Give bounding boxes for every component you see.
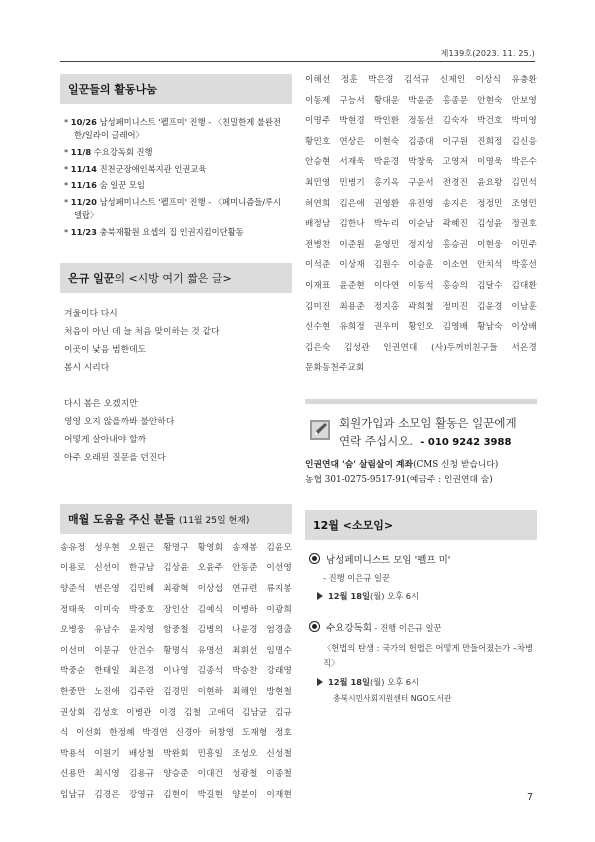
poem-stanza-1: [64, 305, 288, 377]
meeting-time: (월) 오후 6시: [370, 590, 420, 601]
page-number: 7: [526, 792, 533, 803]
donor-names-last: [305, 358, 537, 379]
donor-row: 배정남 김한나 박누리 이순남 곽혜진 김성윤 정권호: [305, 219, 537, 230]
bullet-icon: [309, 553, 320, 564]
activity-item: * 11/20 남성페미니스트 '펠프미' 진행 - 〈페미니즘들/루시 델랍〉: [64, 197, 282, 221]
activity-date: 11/8: [70, 146, 92, 157]
donor-row: 이명주 박현경 박인환 정동선 김숙자 박건호 박미영: [305, 116, 537, 127]
top-rule: [60, 61, 535, 62]
activity-date: 11/14: [70, 163, 97, 174]
activity-date: 11/20: [70, 197, 97, 208]
poem-stanza-2: [64, 395, 288, 467]
poem-line: 처음이 아닌 데 늘 처음 맞이하는 것 같다: [64, 326, 220, 337]
activity-date: 10/26: [70, 117, 97, 127]
donor-row: 이동제 구능서 황대운 박윤준 홍종문 안현숙 안보영: [305, 95, 537, 106]
issue-number: 제139호(2023. 11. 25.): [440, 49, 535, 58]
donor-row: 이재표 윤준현 이다연 이동석 홍승의 김달수 김대환: [305, 280, 537, 291]
poem-line: 다시 봄은 오겠지만: [64, 398, 138, 409]
pencil-icon: [309, 419, 331, 441]
poem-line: 겨울이다 다시: [64, 308, 118, 319]
account-note: (CMS 신청 받습니다): [413, 459, 499, 470]
donor-names-left: [60, 538, 292, 806]
activities-heading: 일꾼들의 활동나눔: [60, 74, 292, 104]
donor-row: 김은숙 김성관 인권연대 (사)두꺼비친구들 서온경: [305, 342, 537, 353]
activity-text: 충북재활원 요셉의 집 인권지킴이단활동: [99, 227, 244, 238]
account-holder: (예금주 : 인권연대 숨): [406, 474, 493, 485]
donor-row: 문화동천주교회: [305, 363, 365, 374]
activity-text: 진천군장애인복지관 인권교육: [99, 163, 207, 174]
donor-row: 권상회 김성호 이병관 이경 김철 고애덕 김남균 김규: [60, 707, 292, 718]
activity-text: 수요강독회 진행: [93, 146, 153, 157]
donor-row: 이용로 신선이 한규남 김상윤 오윤주 안동준 이선영: [60, 563, 292, 574]
donor-row: 안승현 서재욱 박윤경 박창욱 고영저 이명욱 박은수: [305, 157, 537, 168]
donor-row: 이해선 정훈 박은경 김석규 신제인 이상식 유충환: [305, 75, 537, 85]
donor-row: 전병찬 이준원 윤영민 정지성 홍승권 이현웅 이민주: [305, 239, 537, 250]
meeting-time: (월) 오후 6시: [370, 676, 420, 687]
donor-row: 황민호 연상은 이현숙 김종대 이구원 진희정 김신응: [305, 136, 537, 147]
meeting-name: 남성페미니스트 모임 '펠프 미': [326, 554, 451, 566]
activity-item: * 11/16 숨 일꾼 모임: [64, 180, 145, 191]
donor-row: 이선미 이문규 안건수 황명식 유명선 최휘선 임명수: [60, 645, 292, 656]
donor-row: 한중만 노진애 김주란 김경민 이현하 최해인 방현철: [60, 687, 292, 698]
bullet-icon: [309, 621, 320, 632]
account-title: 인권연대 '숨' 살림살이 계좌: [305, 459, 414, 470]
poem-heading: 은규 일꾼의 <시방 여기 짧은 글>: [60, 263, 292, 293]
activity-text: 남성페미니스트 '펠프미' 진행 - 〈페미니즘들/루시 델랍〉: [74, 197, 282, 221]
triangle-icon: [317, 592, 323, 600]
donor-row: 오병웅 유남수 윤지영 함중철 김병의 나윤경 엄경출: [60, 625, 292, 636]
donor-row: 허연희 김은애 권영환 유진영 송지은 정정민 조영민: [305, 198, 537, 209]
donor-row: 신수현 유희정 권우미 황인오 김영배 황남숙 이상배: [305, 322, 537, 333]
divider-bar: [305, 399, 537, 404]
activity-item: * 11/8 수요강독회 진행: [64, 146, 153, 157]
phone-number: - 010 9242 3988: [420, 436, 512, 448]
meeting-host: - 진행 이은규 일꾼: [323, 572, 391, 583]
poem-line: 이곳이 낯음 범한데도: [64, 344, 147, 355]
activity-item: * 11/23 충북재활원 요셉의 집 인권지킴이단활동: [64, 227, 244, 238]
donor-row: 정태욱 이미숙 박중호 장인산 김예식 이병하 이광희: [60, 604, 292, 615]
triangle-icon: [317, 678, 323, 686]
meeting-1: [305, 552, 537, 602]
join-notice: [305, 414, 537, 452]
donor-row: 김미진 최용준 정지홍 곽희철 정미진 김윤경 이남훈: [305, 301, 537, 312]
poem-line: 아주 오래된 질문을 던진다: [64, 452, 166, 463]
account-info: [305, 458, 537, 488]
activity-item: * 10/26 남성페미니스트 '펠프미' 진행 - 〈친밀한게 불완전 한/일라이 글레어〉: [64, 117, 281, 140]
meeting-book: 〈헌법의 탄생 : 국가의 헌법은 어떻게 만들어졌는가 –차병직〉: [323, 642, 534, 668]
join-line-1: 회원가입과 소모임 활동은 일꾼에게: [339, 415, 517, 430]
donor-row: 임남규 김경은 강영규 김현이 박길현 양분이 이재현: [60, 790, 292, 800]
left-column: [60, 68, 292, 806]
donor-row: 식 이선회 한정혜 박경연 신경아 허창영 도재형 정호: [60, 728, 292, 739]
join-line-2: 연락 주십시오. - 010 9242 3988: [339, 433, 512, 448]
donor-row: 최민영 민병기 홍기옥 구운서 전경진 윤요왕 김민석: [305, 177, 537, 188]
activity-text: 숨 일꾼 모임: [99, 180, 145, 191]
donor-row: 송유정 성우현 오원근 황명구 황영회 송재봉 김윤모: [60, 542, 292, 553]
meeting-place: 충북시민사회지원센터 NGO도서관: [333, 693, 452, 703]
poem: [60, 305, 292, 467]
meeting-host: - 진행 이은규 일꾼: [371, 622, 442, 633]
donor-row: 신용만 최시영 김용규 양승준 이대건 성광철 이종철: [60, 769, 292, 780]
meetings-heading: 12월 <소모임>: [305, 510, 537, 540]
poem-line: 어떻게 살아내야 할까: [64, 434, 147, 445]
meeting-date: 12월 18일: [328, 590, 371, 601]
donor-names-right: [305, 70, 537, 358]
donor-row: 양준석 변은영 김민혜 최광혁 이상섭 연규련 류지봉: [60, 584, 292, 595]
donor-row: 박용석 이원기 배상철 박완회 민흥일 조성오 신성철: [60, 748, 292, 759]
activity-text: 남성페미니스트 '펠프미' 진행 - 〈친밀한게 불완전 한/일라이 글레어〉: [74, 117, 281, 140]
meeting-2: [305, 620, 537, 704]
donors-heading: 매월 도움을 주신 분들 (11월 25일 현재): [60, 504, 292, 534]
donor-row: 이석준 이상재 김원수 이승훈 이소연 안치석 박홍선: [305, 260, 537, 271]
donor-row: 박중순 한태일 최은경 이나영 김종석 박승찬 강래영: [60, 666, 292, 677]
poem-line: 봄시 시리다: [64, 362, 110, 373]
account-number: 농협 301-0275-9517-91: [305, 474, 407, 485]
activities-list: [60, 116, 292, 239]
activity-date: 11/16: [70, 180, 97, 191]
activity-item: * 11/14 진천군장애인복지관 인권교육: [64, 163, 207, 174]
meeting-date: 12월 18일: [328, 676, 371, 687]
activity-date: 11/23: [70, 227, 97, 238]
meeting-name: 수요강독회: [326, 622, 372, 634]
right-column: [305, 68, 537, 704]
poem-line: 영영 오지 않을까봐 불안하다: [64, 416, 175, 427]
